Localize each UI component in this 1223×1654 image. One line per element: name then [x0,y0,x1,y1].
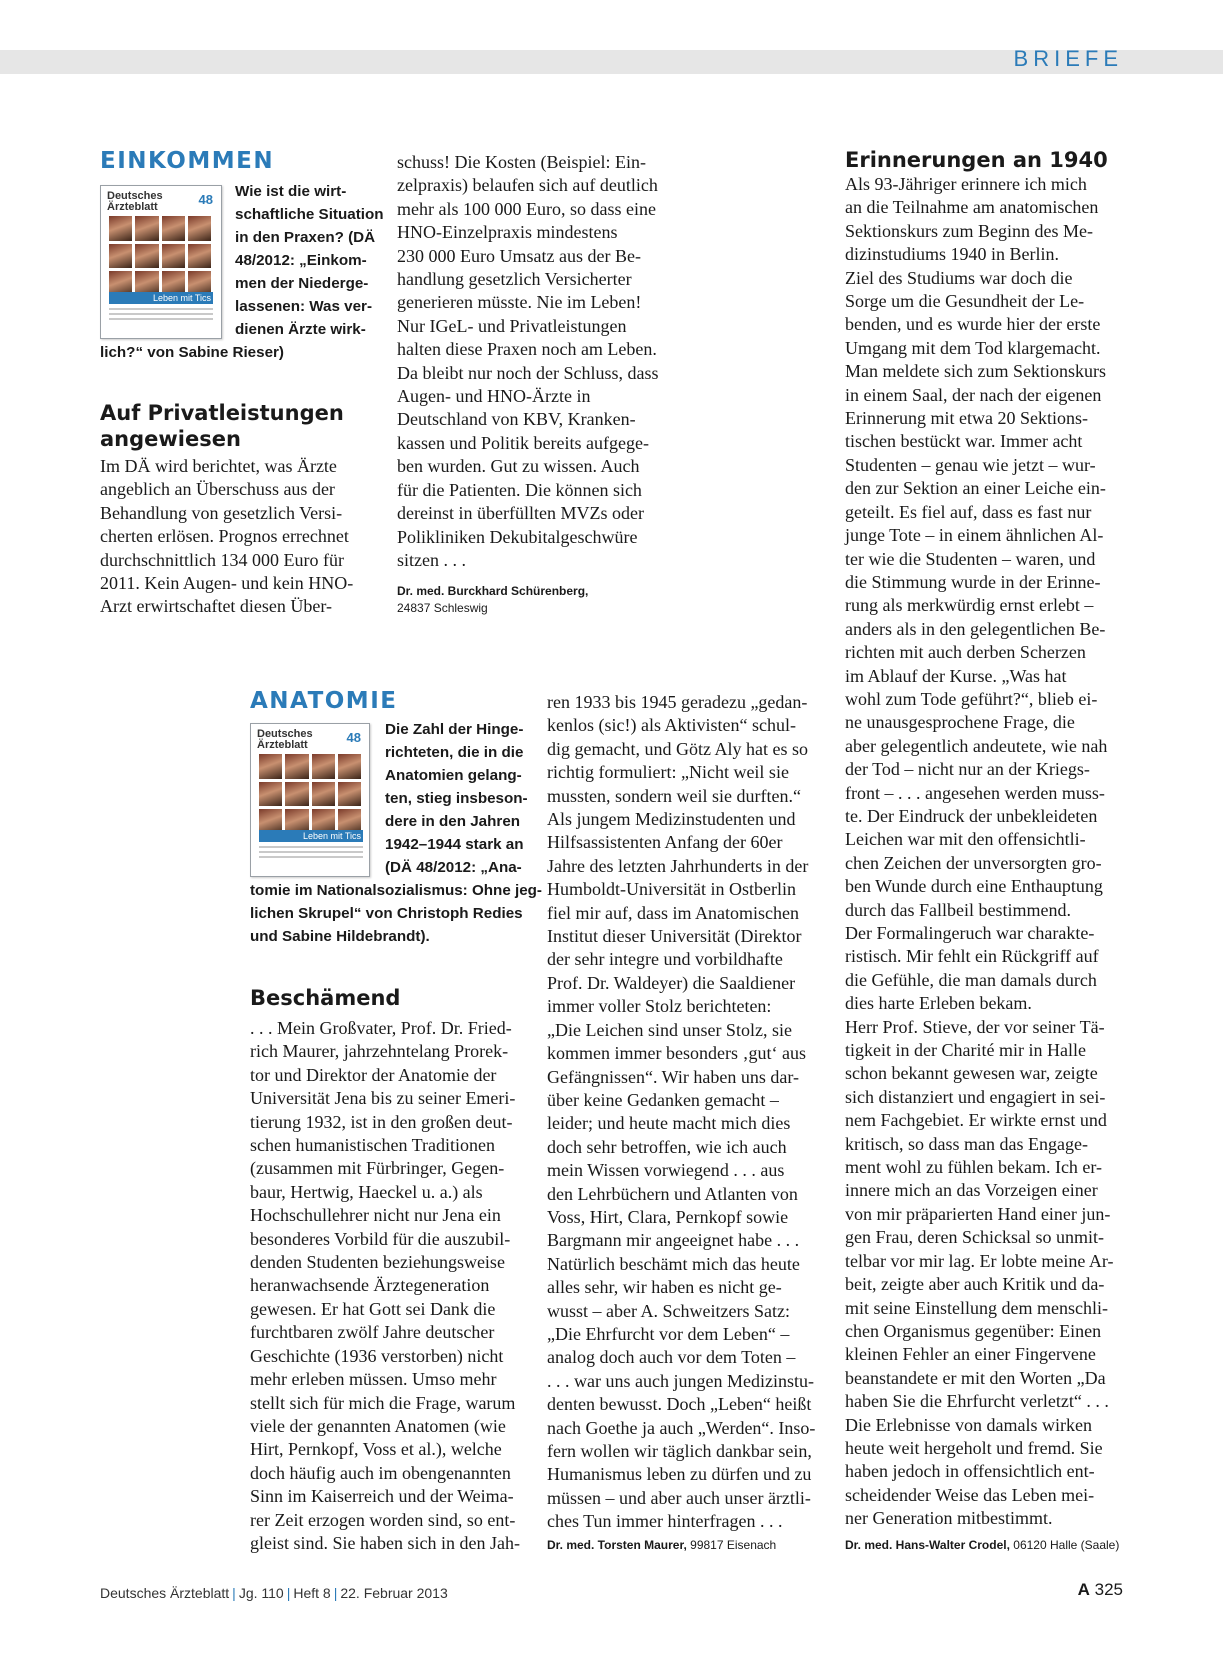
footer-citation: Deutsches Ärzteblatt | Jg. 110 | Heft 8 | 22. Februar 2013 [100,1585,448,1601]
cover-photo-grid [109,216,211,296]
cover-photo-grid [259,754,361,834]
einkommen-signature: Dr. med. Burckhard Schürenberg, 24837 Schleswig [397,584,589,615]
cover-logo: Deutsches Ärzteblatt [107,190,163,213]
einkommen-col1: Im DÄ wird berichtet, was Ärzte angeblich an Überschuss aus der Behandlung von gesetzlich Versi- cherten erlösen. Prognos errechnet durchschnittlich 134 000 Euro für 2011. Kein Augen- und kein HNO- Arzt erwirtschaftet diesen Über- [100,456,354,617]
anatomie-lede-bottom: tomie im Nationalsozialismus: Ohne jeg- lichen Skrupel“ von Christoph Redies und Sabine Hildebrandt). [250,882,542,945]
cover-thumbnail-2 [250,723,370,877]
erinnerungen-signature: Dr. med. Hans-Walter Crodel, 06120 Halle (Saale) [845,1538,1120,1552]
einkommen-title: Auf Privatleistungen angewiesen [100,401,344,451]
cover-issue: 48 [198,192,213,207]
erinnerungen-title: Erinnerungen an 1940 [845,148,1108,172]
einkommen-col2: schuss! Die Kosten (Beispiel: Ein- zelpraxis) belaufen sich auf deutlich mehr als 100 000 Euro, so dass eine HNO-Einzelpraxis mindestens 230 000 Euro Umsatz aus der Be- handlung gesetzlich Versicherter generieren müsste. Nie im Leben! Nur IGeL- und Privatleistungen halten diese Praxen noch am Leben. Da bleibt nur noch der Schluss, dass Augen- und HNO-Ärzte in Deutschland von KBV, Kranken- kassen und Politik bereits aufgege- ben wurden. Gut zu wissen. Auch für die Patienten. Die können sich dereinst in überfüllten MVZs oder Polikliniken Dekubitalgeschwüre sitzen . . . [397,152,659,570]
einkommen-lede-bottom: lich?“ von Sabine Rieser) [100,344,284,361]
anatomie-col1: . . . Mein Großvater, Prof. Dr. Fried- rich Maurer, jahrzehntelang Prorek- tor und Direktor der Anatomie der Universität Jena bis zu seiner Emeri- tierung 1932, ist in den großen deut- schen humanistischen Traditionen (zusammen mit Fürbringer, Gegen- baur, Hertwig, Haeckel u. a.) als Hochschullehrer nicht nur Jena ein besonderes Vorbild für die auszubil- denden Studenten beziehungsweise heranwachsende Ärztegeneration gewesen. Er hat Gott sei Dank die furchtbaren zwölf Jahre deutscher Geschichte (1936 verstorben) nicht mehr erleben müssen. Umso mehr stellt sich für mich die Frage, warum viele der genannten Anatomen (wie Hirt, Pernkopf, Voss et al.), welche doch häufig auch im obengenannten Sinn im Kaiserreich und der Weima- rer Zeit erzogen worden sind, so ent- gleist sind. Sie haben sich in den Jah- [250,1018,520,1553]
anatomie-title: Beschämend [250,986,401,1010]
einkommen-lede-top: Wie ist die wirt- schaftliche Situation in den Praxen? (DÄ 48/2012: „Einkom- men der Niederge- lassenen: Was ver- dienen Ärzte wirk- [235,183,384,338]
cover-issue: 48 [346,730,361,745]
anatomie-signature: Dr. med. Torsten Maurer, 99817 Eisenach [547,1538,777,1552]
section-label: BRIEFE [1013,46,1123,71]
einkommen-label: EINKOMMEN [100,148,275,174]
cover-thumbnail [100,185,222,339]
erinnerungen-body: Als 93-Jähriger erinnere ich mich an die Teilnahme am anatomischen Sektionskurs zum Beginn des Me- dizinstudiums 1940 in Berlin. Ziel des Studiums war doch die Sorge um die Gesundheit der Le- benden, und es wurde hier der erste Umgang mit dem Tod klargemacht. Man meldete sich zum Sektionskurs in einem Saal, der nach der eigenen Erinnerung mit etwa 20 Sektions- tischen bestückt war. Immer acht Studenten – genau wie jetzt – wur- den zur Sektion an einer Leiche ein- geteilt. Es fiel auf, dass es fast nur junge Tote – in einem ähnlichen Al- ter wie die Studenten – waren, und die Stimmung wurde in der Erinne- rung als merkwürdig ernst erlebt – anders als in den gelegentlichen Be- richten mit auch derben Scherzen im Ablauf der Kurse. „Was hat wohl zum Tode geführt?“, blieb ei- ne unausgesprochene Frage, die aber gelegentlich andeutete, wie nah der Tod – nicht nur an der Kriegs- front – . . . angesehen werden muss- te. Der Eindruck der unbekleideten Leichen war mit den offensichtli- chen Zeichen der unversorgten gro- ben Wunde durch eine Enthauptung durch das Fallbeil bestimmend. Der Formalingeruch war charakte- ristisch. Mir fehlt ein Rückgriff auf die Gefühle, die man damals durch dies harte Erleben bekam. Herr Prof. Stieve, der vor seiner Tä- tigkeit in der Charité mir in Halle schon bekannt gewesen war, zeigte sich distanziert und engagiert in sei- nem Fachgebiet. Er wirkte ernst und kritisch, so dass man das Engage- ment wohl zu fühlen bekam. Ich er- innere mich an das Vorzeigen einer von mir präparierten Hand einer jun- gen Frau, deren Schicksal so unmit- telbar vor mir lag. Er lobte meine Ar- beit, zeigte aber auch Kritik und da- mit seine Einstellung dem menschli- chen Organismus gegenüber: Einen kleinen Fehler an einer Fingervene beanstandete er mit den Worten „Da haben Sie die Ehrfurcht verletzt“ . . . Die Erlebnisse von damals wirken heute weit hergeholt und fremd. Sie haben jedoch in offensichtlich ent- scheidender Weise das Leben mei- ner Generation mitbestimmt. [845,174,1114,1529]
anatomie-label: ANATOMIE [250,688,398,714]
cover-band: Leben mit Tics [259,830,363,842]
anatomie-lede-top: Die Zahl der Hinge- richteten, die in die Anatomien gelang- ten, stieg insbeson- dere in den Jahren 1942–1944 stark an (DÄ 48/2012: „Ana- [385,721,528,876]
cover-logo: Deutsches Ärzteblatt [257,728,313,751]
cover-band: Leben mit Tics [109,292,213,304]
page-number: A 325 [1077,1580,1123,1599]
anatomie-col2: ren 1933 bis 1945 geradezu „gedan- kenlos (sic!) als Aktivisten“ schul- dig gemacht, und Götz Aly hat es so richtig formuliert: „Nicht weil sie mussten, sondern weil sie durften.“ Als jungem Medizinstudenten und Hilfsassistenten Anfang der 60er Jahre des letzten Jahrhunderts in der Humboldt-Universität in Ostberlin fiel mir auf, dass im Anatomischen Institut dieser Universität (Direktor der sehr integre und vorbildhafte Prof. Dr. Waldeyer) die Saaldiener immer voller Stolz berichteten: „Die Leichen sind unser Stolz, sie kommen immer besonders ‚gut‘ aus Gefängnissen“. Wir haben uns dar- über keine Gedanken gemacht – leider; und heute macht mich dies doch sehr betroffen, wie ich auch mein Wissen vorwiegend . . . aus den Lehrbüchern und Atlanten von Voss, Hirt, Clara, Pernkopf sowie Bargmann mir angeeignet habe . . . Natürlich beschämt mich das heute alles sehr, wir haben es nicht ge- wusst – aber A. Schweitzers Satz: „Die Ehrfurcht vor dem Leben“ – analog doch auch vor dem Toten – . . . war uns auch jungen Medizinstu- denten bewusst. Doch „Leben“ heißt nach Goethe ja auch „Werden“. Inso- fern wollen wir täglich dankbar sein, Humanismus leben zu dürfen und zu müssen – und aber auch unser ärztli- ches Tun immer hinterfragen . . . [547,692,816,1532]
